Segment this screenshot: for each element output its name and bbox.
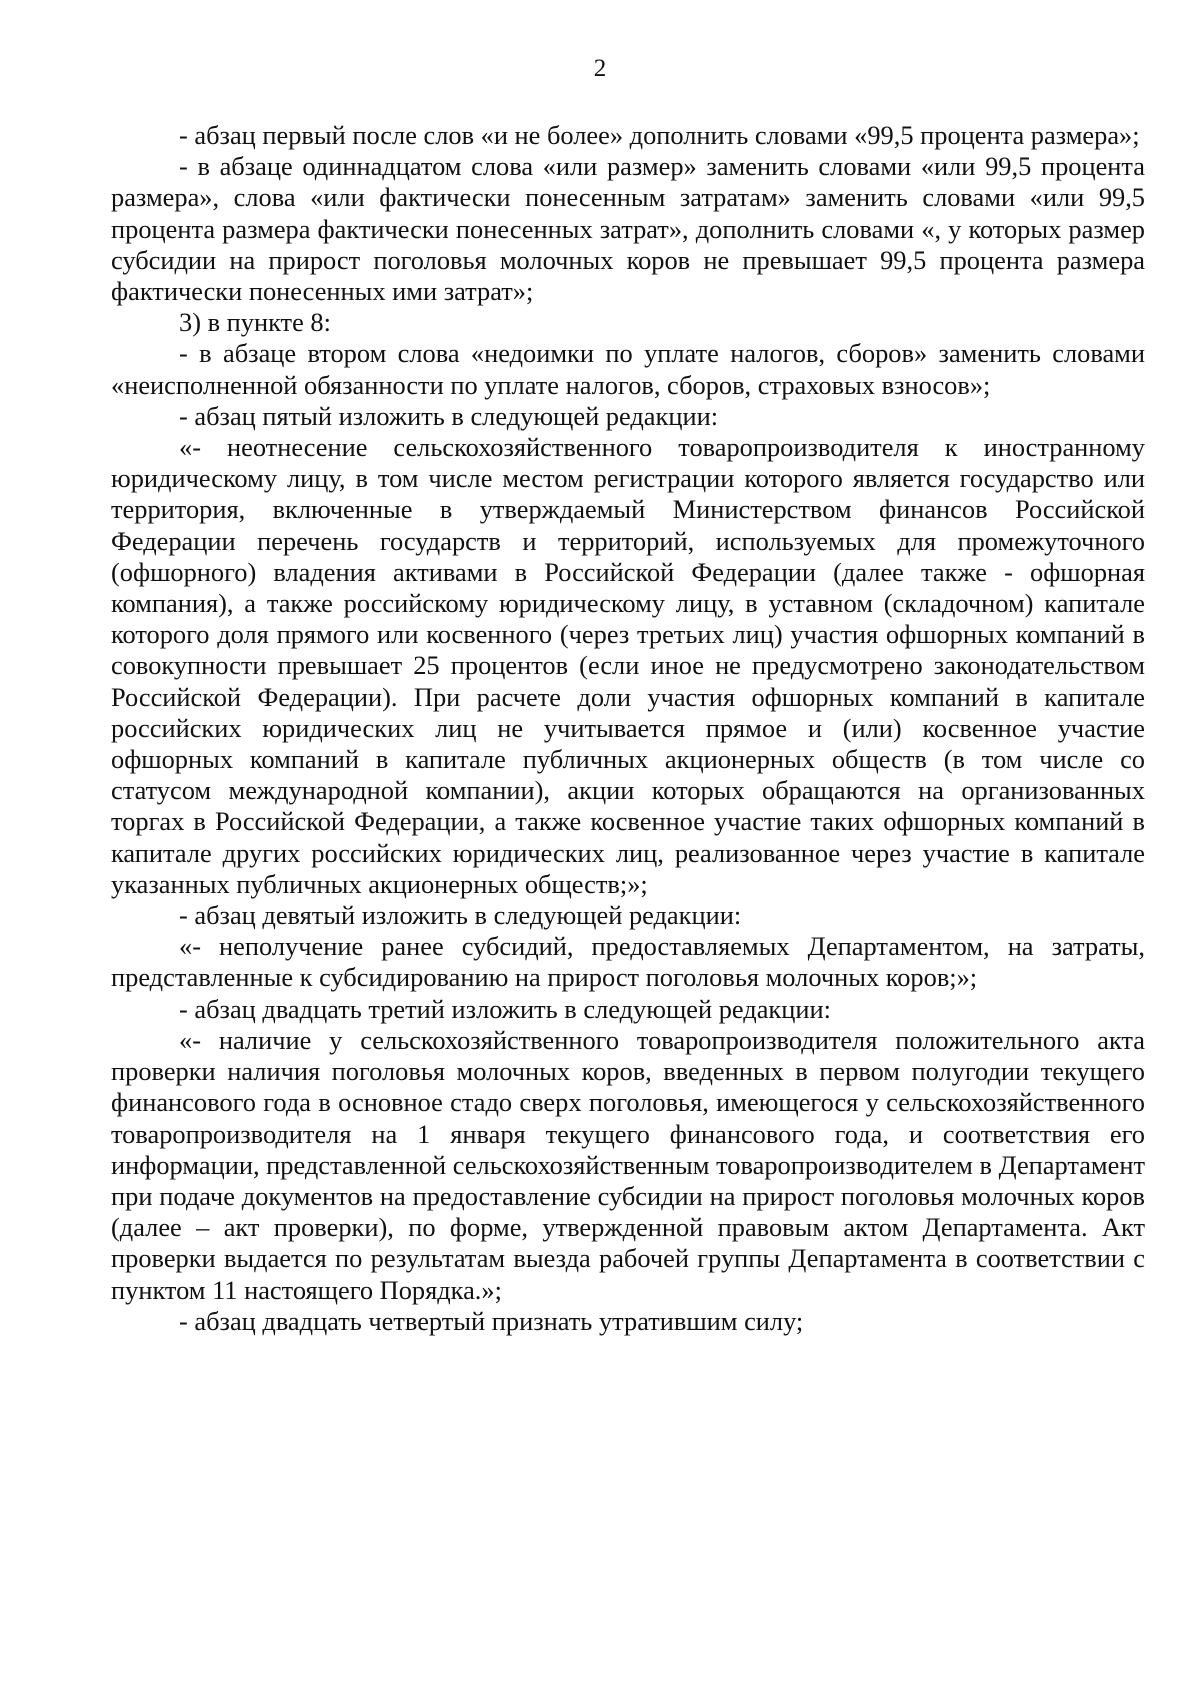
- paragraph-11: - абзац двадцать четвертый признать утратившим силу;: [179, 1305, 804, 1336]
- paragraph-10: «- наличие у сельскохозяйственного товаропроизводителя положительного акта проверки наличия поголовья молочных коров, введенных в первом полугодии текущего финансового года в основное стадо сверх поголовья, имеющегося у сельскохозяйственного товаропроизводителя на 1 января текущего финансового года, и соответствия его информации, представленной сельскохозяйственным товаропроизводителем в Департамент при подаче документов на предоставление субсидии на прирост поголовья молочных коров (далее – акт проверки), по форме, утвержденной правовым актом Департамента. Акт проверки выдается по результатам выезда рабочей группы Департамента в соответствии с пунктом 11 настоящего Порядка.»;: [111, 1024, 1145, 1305]
- paragraph-5: - абзац пятый изложить в следующей редакции:: [179, 400, 719, 431]
- paragraph-4: - в абзаце втором слова «недоимки по уплате налогов, сборов» заменить словами «неисполненной обязанности по уплате налогов, сборов, страховых взносов»;: [111, 338, 1145, 400]
- paragraph-1: - абзац первый после слов «и не более» дополнить словами «99,5 процента размера»;: [179, 120, 1140, 150]
- page-number: 2: [593, 55, 607, 82]
- paragraph-6: «- неотнесение сельскохозяйственного товаропроизводителя к иностранному юридическому лицу, в том числе местом регистрации которого является государство или территория, включенные в утверждаемый Министерством финансов Российской Федерации перечень государств и территорий, используемых для промежуточного (офшорного) владения активами в Российской Федерации (далее также - офшорная компания), а также российскому юридическому лицу, в уставном (складочном) капитале которого доля прямого или косвенного (через третьих лиц) участия офшорных компаний в совокупности превышает 25 процентов (если иное не предусмотрено законодательством Российской Федерации). При расчете доли участия офшорных компаний в капитале российских юридических лиц не учитывается прямое и (или) косвенное участие офшорных компаний в капитале публичных акционерных обществ (в том числе со статусом международной компании), акции которых обращаются на организованных торгах в Российской Федерации, а также косвенное участие таких офшорных компаний в капитале других российских юридических лиц, реализованное через участие в капитале указанных публичных акционерных обществ;»;: [111, 432, 1145, 899]
- paragraph-7: - абзац девятый изложить в следующей редакции:: [179, 900, 742, 931]
- paragraph-9: - абзац двадцать третий изложить в следующей редакции:: [179, 993, 831, 1024]
- paragraph-2: - в абзаце одиннадцатом слова «или размер» заменить словами «или 99,5 процента размера», слова «или фактически понесенным затратам» заменить словами «или 99,5 процента размера фактически понесенных затрат», дополнить словами «, у которых размер субсидии на прирост поголовья молочных коров не превышает 99,5 процента размера фактически понесенных ими затрат»;: [111, 151, 1145, 307]
- document-body: [111, 120, 1145, 1337]
- paragraph-3: 3) в пункте 8:: [179, 307, 331, 338]
- paragraph-8: «- неполучение ранее субсидий, предоставляемых Департаментом, на затраты, представленные к субсидированию на прирост поголовья молочных коров;»;: [111, 931, 1145, 993]
